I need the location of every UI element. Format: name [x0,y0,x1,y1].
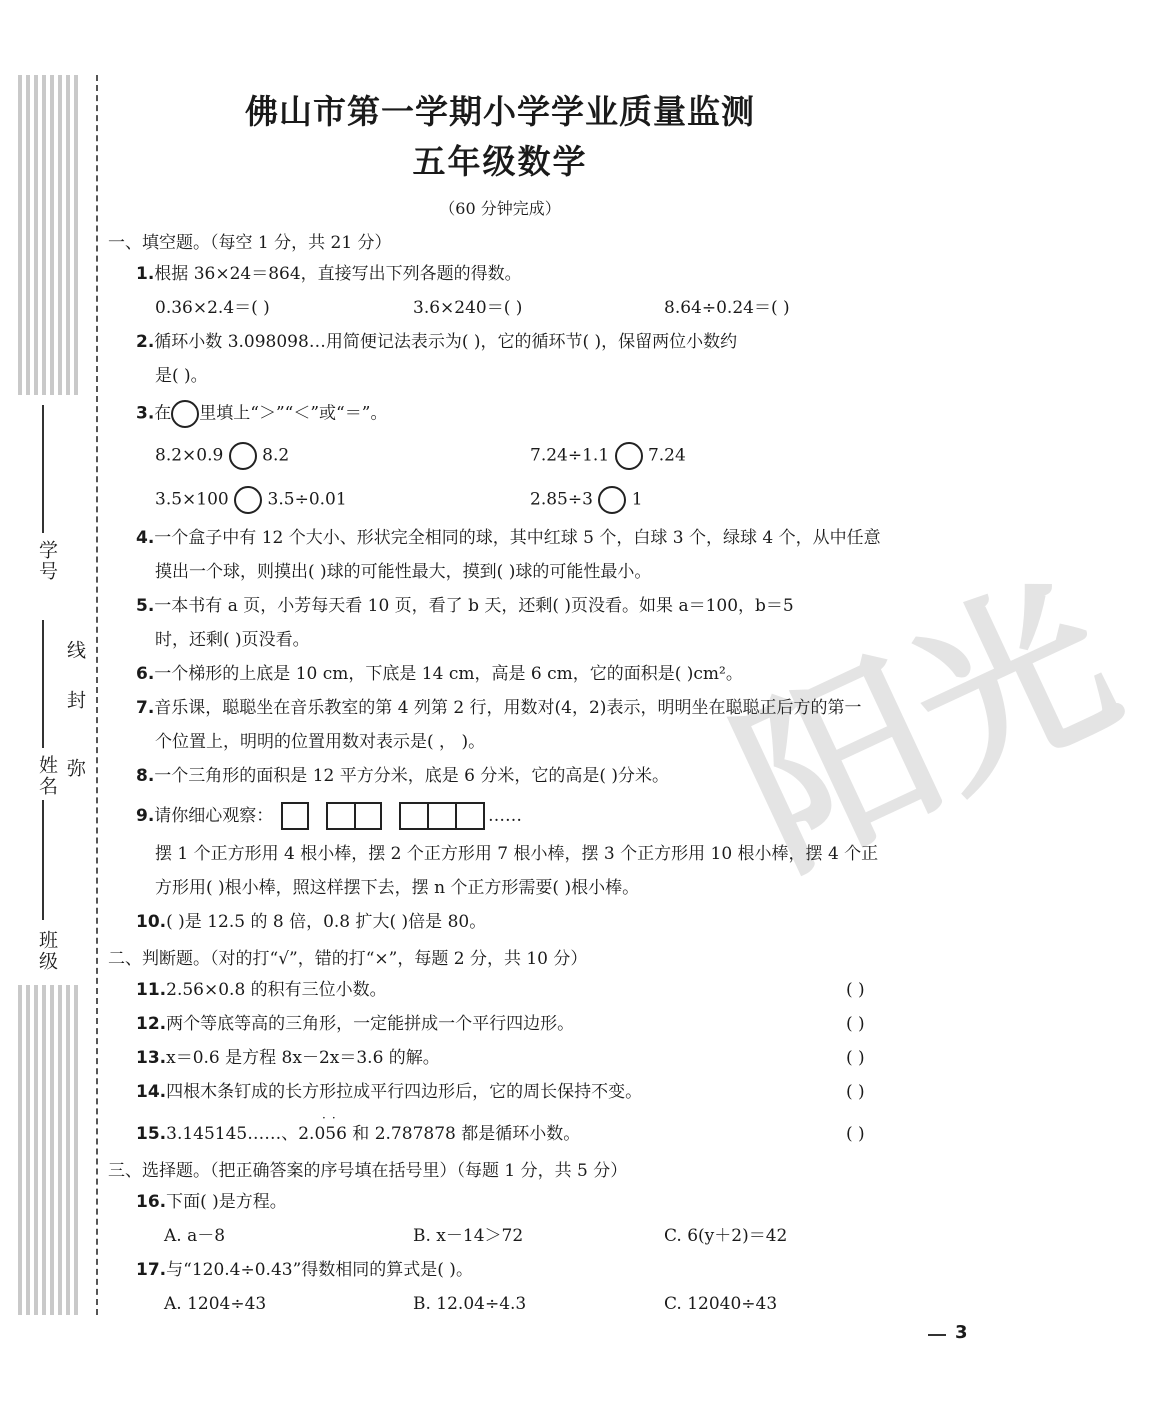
q16-text: 下面( )是方程。 [166,1192,287,1212]
q9-line3: 方形用( )根小棒，照这样摆下去，摆 n 个正方形需要( )根小棒。 [155,878,640,898]
page-title: 佛山市第一学期小学学业质量监测 [245,92,755,131]
q9-text: 请你细心观察： [154,806,274,826]
q5-text: 一本书有 a 页，小芳每天看 10 页，看了 b 天，还剩( )页没看。如果 a＝100，b＝5 [154,596,794,616]
q10 [136,910,486,934]
name-underline [42,620,44,748]
subject-title: 五年级数学 [412,142,588,181]
q13-text: x＝0.6 是方程 8x－2x＝3.6 的解。 [166,1048,440,1068]
seal-text-line: 线 [64,640,86,661]
section-3-text: 三、选择题。（把正确答案的序号填在括号里）（每题 1 分，共 5 分） [108,1161,628,1181]
student-no-label: 学号 [36,540,58,582]
q13 [136,1046,440,1070]
square-figure-3 [399,802,485,830]
q7-line1 [136,696,861,720]
q3 [136,400,387,428]
square-figure-2 [326,802,382,830]
q14-number: 14. [136,1082,167,1102]
q5-number: 5. [136,596,155,616]
q6-text: 一个梯形的上底是 10 cm，下底是 14 cm，高是 6 cm，它的面积是( )cm²。 [154,664,743,684]
q5-line2: 时，还剩( )页没看。 [155,630,310,650]
q3-c [155,486,347,514]
q12-text: 两个等底等高的三角形，一定能拼成一个平行四边形。 [166,1014,575,1034]
q7-number: 7. [136,698,155,718]
name-label: 姓名 [36,755,58,797]
q14-text: 四根木条钉成的长方形拉成平行四边形后，它的周长保持不变。 [166,1082,643,1102]
q17-number: 17. [136,1260,167,1280]
q16 [136,1190,287,1214]
q1-a: 0.36×2.4＝( ) [155,298,270,318]
q10-text: ( )是 12.5 的 8 倍，0.8 扩大( )倍是 80。 [166,912,487,932]
q1-text: 根据 36×24＝864，直接写出下列各题的得数。 [154,264,522,284]
q17-option-a[interactable]: A. 1204÷43 [164,1294,267,1314]
q16-option-c[interactable]: C. 6(y＋2)＝42 [664,1226,788,1246]
q11-answer[interactable]: ( ) [846,980,865,1000]
q11-text: 2.56×0.8 的积有三位小数。 [166,980,387,1000]
q1-c: 8.64÷0.24＝( ) [664,298,790,318]
q1-number: 1. [136,264,155,284]
compare-circle-d[interactable] [598,486,626,514]
q16-number: 16. [136,1192,167,1212]
q3-b [530,442,686,470]
q13-answer[interactable]: ( ) [846,1048,865,1068]
q3-b-left: 7.24÷1.1 [530,445,610,466]
q1-b: 3.6×240＝( ) [413,298,523,318]
square-divider [429,804,457,828]
q4-line2: 摸出一个球，则摸出( )球的可能性最大，摸到( )球的可能性最小。 [155,562,652,582]
q9 [136,804,273,828]
q11 [136,978,387,1002]
q3-d [530,486,643,514]
q17-option-c[interactable]: C. 12040÷43 [664,1294,778,1314]
q17 [136,1258,473,1282]
q15-number: 15. [136,1124,167,1144]
q6 [136,662,743,686]
section-1-heading [108,228,392,253]
q6-number: 6. [136,664,155,684]
compare-circle-b[interactable] [615,442,643,470]
q14 [136,1080,642,1104]
margin-stripes-bottom [18,985,80,1315]
q9-ellipsis: …… [488,806,522,826]
q14-answer[interactable]: ( ) [846,1082,865,1102]
section-3-heading [108,1156,627,1181]
q7-text: 音乐课，聪聪坐在音乐教室的第 4 列第 2 行，用数对(4，2)表示，明明坐在聪聪正后方的第一 [154,698,862,718]
q9-number: 9. [136,806,155,826]
square-divider [401,804,429,828]
class-label: 班级 [36,930,58,972]
q1 [136,262,522,286]
watermark: 阳光 [707,543,1146,907]
q8-number: 8. [136,766,155,786]
q3-prefix: 在 [154,403,172,424]
q4-text: 一个盒子中有 12 个大小、形状完全相同的球，其中红球 5 个，白球 3 个，绿球 4 个，从中任意 [154,528,881,548]
compare-circle-a[interactable] [229,442,257,470]
square-figure-1 [281,802,309,830]
q16-option-a[interactable]: A. a－8 [164,1226,226,1246]
q12 [136,1012,574,1036]
q4-number: 4. [136,528,155,548]
q17-text: 与“120.4÷0.43”得数相同的算式是( )。 [166,1260,473,1280]
seal-text-close: 弥 [64,758,86,779]
section-1-text: 一、填空题。（每空 1 分，共 21 分） [108,233,392,253]
q8 [136,764,669,788]
q3-b-right: 7.24 [647,445,686,466]
q12-answer[interactable]: ( ) [846,1014,865,1034]
q9-line2: 摆 1 个正方形用 4 根小棒，摆 2 个正方形用 7 根小棒，摆 3 个正方形用 10 根小棒，摆 4 个正 [155,844,879,864]
q2-text: 循环小数 3.098098…用简便记法表示为( )，它的循环节( )，保留两位小数约 [154,332,738,352]
q2-line1 [136,330,737,354]
q15-answer[interactable]: ( ) [846,1124,865,1144]
compare-circle-c[interactable] [234,486,262,514]
q17-option-b[interactable]: B. 12.04÷4.3 [413,1294,527,1314]
section-2-text: 二、判断题。（对的打“√”，错的打“×”，每题 2 分，共 10 分） [108,949,588,969]
q3-c-left: 3.5×100 [155,489,229,510]
q3-a-right: 8.2 [262,445,290,466]
q15-text: 3.145145……、2.056 和 2.787878 都是循环小数。 [166,1124,581,1144]
circle-icon [171,400,199,428]
q7-line2: 个位置上，明明的位置用数对表示是( ， )。 [155,732,486,752]
class-underline [42,800,44,920]
q3-d-right: 1 [631,489,643,510]
q5-line1 [136,594,794,618]
q8-text: 一个三角形的面积是 12 平方分米，底是 6 分米，它的高是( )分米。 [154,766,670,786]
seal-text-seal: 封 [64,690,86,711]
q3-suffix: 里填上“＞”“＜”或“＝”。 [199,403,388,424]
q3-number: 3. [136,403,155,424]
repeating-decimal-dots: ·· [322,1111,342,1125]
q12-number: 12. [136,1014,167,1034]
q11-number: 11. [136,980,167,1000]
student-no-underline [42,405,44,533]
q2-number: 2. [136,332,155,352]
q2-line2: 是( )。 [155,366,208,386]
q10-number: 10. [136,912,167,932]
square-divider [328,804,356,828]
seal-dashed-line [96,75,98,1315]
q3-a-left: 8.2×0.9 [155,445,224,466]
q13-number: 13. [136,1048,167,1068]
q16-option-b[interactable]: B. x－14＞72 [413,1226,524,1246]
q3-c-right: 3.5÷0.01 [267,489,347,510]
q3-a [155,442,289,470]
section-2-heading [108,944,587,969]
q4-line1 [136,526,881,550]
q3-d-left: 2.85÷3 [530,489,593,510]
footer-dash [928,1334,946,1336]
page-number: 3 [955,1322,968,1343]
time-note: （60 分钟完成） [439,199,561,218]
q15 [136,1122,580,1146]
